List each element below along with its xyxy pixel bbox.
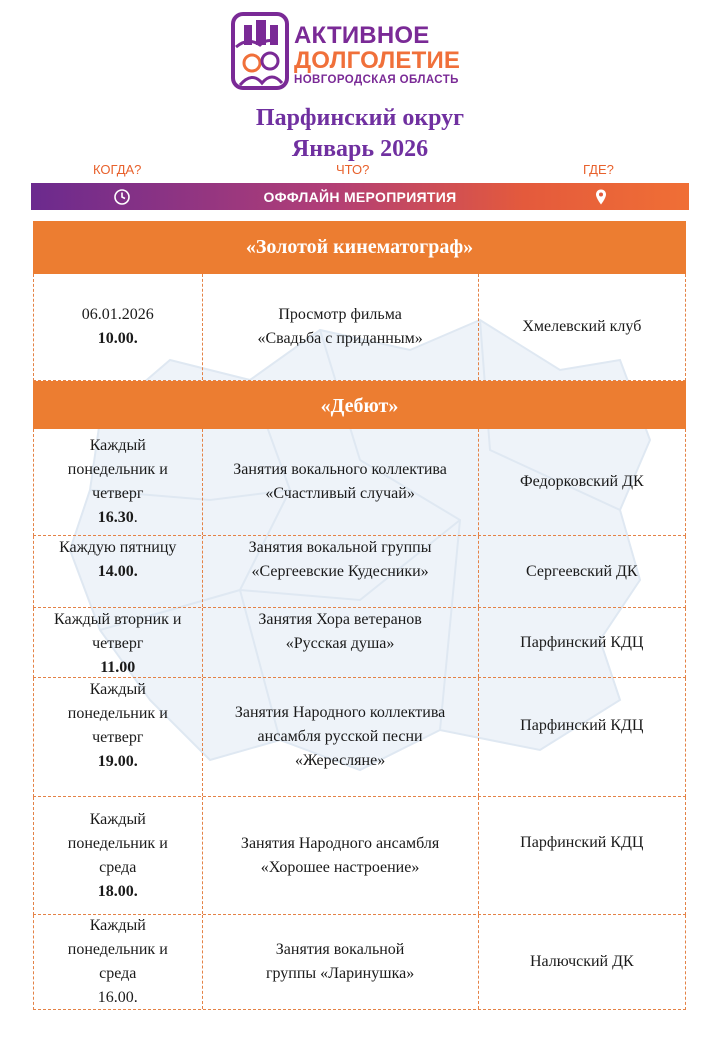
cell-where: Сергеевский ДК: [526, 562, 638, 580]
cell-when: [34, 274, 202, 380]
when-text: среда: [99, 858, 137, 876]
when-time: 16.00.: [97, 989, 138, 1006]
when-text: среда: [99, 965, 137, 982]
cell-where: Парфинский КДЦ: [520, 633, 644, 651]
what-line: «Счастливый случай»: [265, 485, 415, 502]
when-text: понедельник и: [67, 461, 168, 478]
when-text: понедельник и: [67, 705, 168, 722]
when-time: 10.00.: [97, 330, 138, 347]
when-text: Каждый: [89, 437, 146, 454]
when-text: 06.01.2026: [81, 306, 154, 323]
cell-where: Налючский ДК: [529, 953, 634, 970]
logo-emblem-icon: [230, 11, 290, 91]
cell-where: Парфинский КДЦ: [520, 717, 644, 734]
cell-what: [202, 274, 479, 380]
bar-title: ОФФЛАЙН МЕРОПРИЯТИЯ: [263, 189, 457, 205]
when-text: Каждую пятницу: [59, 539, 177, 556]
what-line: Просмотр фильма: [278, 306, 402, 323]
what-line: Занятия Народного коллектива: [234, 704, 446, 721]
label-where: ГДЕ?: [583, 162, 614, 177]
table-row: [33, 274, 686, 381]
cell-where: Хмелевский клуб: [522, 318, 642, 335]
when-time: 11.00: [100, 659, 136, 676]
cell-when: [34, 536, 202, 607]
when-text: четверг: [92, 485, 144, 502]
cell-when: [34, 678, 202, 796]
table-row: [33, 608, 686, 678]
what-line: Занятия Народного ансамбля: [240, 834, 440, 852]
when-text: четверг: [92, 729, 144, 746]
cell-what: [202, 797, 479, 914]
what-line: «Свадьба с приданным»: [257, 330, 423, 347]
when-time: 14.00.: [97, 563, 138, 580]
logo: [230, 11, 500, 95]
cell-when: Каждый понедельник и четверг 16.30.: [34, 429, 202, 535]
location-pin-icon: [592, 188, 610, 206]
when-time: 18.00.: [97, 882, 138, 900]
section-title: «Дебют»: [33, 381, 686, 429]
what-line: «Жересляне»: [294, 752, 386, 769]
when-text: Каждый вторник и: [54, 611, 182, 628]
cell-when: [34, 797, 202, 914]
table-row: [33, 678, 686, 797]
cell-when: [34, 608, 202, 677]
what-line: Занятия вокальной группы: [248, 539, 432, 556]
cell-what: [202, 536, 479, 607]
what-line: Занятия Хора ветеранов: [258, 611, 422, 628]
when-text: Каждый: [89, 681, 146, 698]
what-line: группы «Ларинушка»: [265, 965, 415, 982]
label-what: ЧТО?: [336, 162, 370, 177]
logo-line-2: ДОЛГОЛЕТИЕ: [294, 47, 461, 74]
what-line: «Хорошее настроение»: [260, 858, 420, 876]
cell-when: [34, 915, 202, 1009]
label-when: КОГДА?: [93, 162, 142, 177]
what-line: «Сергеевские Кудесники»: [251, 563, 429, 580]
when-text: четверг: [92, 635, 144, 652]
cell-what: [202, 429, 479, 535]
cell-what: [202, 678, 479, 796]
page-subtitle: Январь 2026: [291, 136, 429, 162]
table-row: [33, 536, 686, 608]
table-row: [33, 429, 686, 536]
cell-where: Федорковский ДК: [519, 473, 644, 490]
what-line: «Русская душа»: [285, 635, 395, 652]
what-line: Занятия вокальной: [275, 941, 405, 958]
when-time: 16.30: [97, 509, 134, 526]
page-title: Парфинский округ: [255, 105, 465, 131]
when-text: Каждый: [89, 917, 146, 934]
logo-line-3: НОВГОРОДСКАЯ ОБЛАСТЬ: [294, 74, 459, 86]
cell-what: [202, 915, 479, 1009]
table-row: [33, 797, 686, 915]
when-time: 19.00.: [97, 753, 138, 770]
table-row: [33, 915, 686, 1010]
what-line: ансамбля русской песни: [257, 728, 423, 745]
offline-events-bar: [31, 183, 689, 210]
section-title: «Золотой кинематограф»: [33, 221, 686, 274]
when-text: понедельник и: [67, 834, 168, 852]
when-text: Каждый: [89, 810, 146, 828]
logo-line-1: АКТИВНОЕ: [294, 22, 430, 49]
when-text: понедельник и: [67, 941, 168, 958]
what-line: Занятия вокального коллектива: [233, 461, 447, 478]
cell-where: Парфинский КДЦ: [520, 834, 644, 851]
cell-what: [202, 608, 479, 677]
